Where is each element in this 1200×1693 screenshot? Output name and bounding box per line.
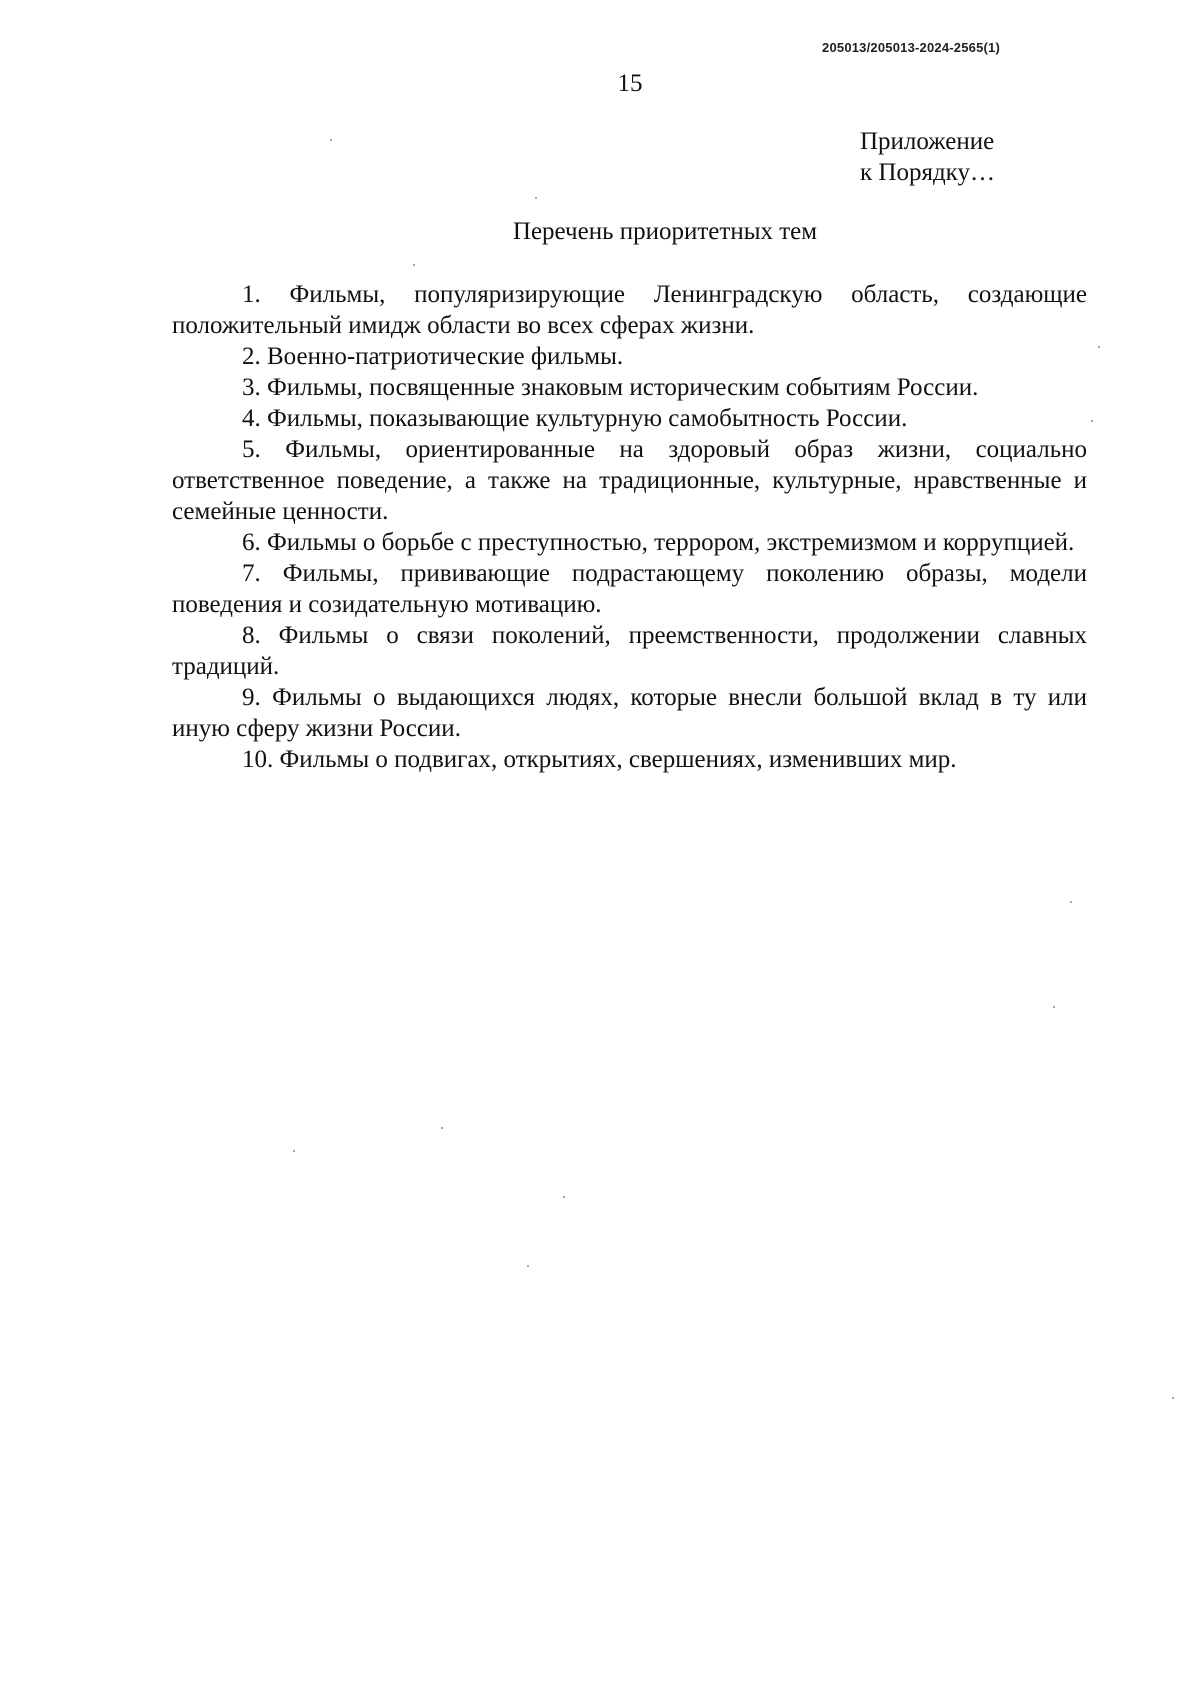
- scan-speck: [1070, 901, 1072, 903]
- scan-speck: [1053, 1006, 1055, 1008]
- list-item: 4. Фильмы, показывающие культурную самобытность России.: [242, 405, 908, 432]
- list-item: 6. Фильмы о борьбе с преступностью, террором, экстремизмом и коррупцией.: [242, 529, 1075, 556]
- scan-speck: [527, 1265, 529, 1267]
- scan-speck: [1091, 420, 1093, 422]
- appendix-line-2: к Порядку…: [860, 159, 995, 186]
- scan-speck: [441, 1127, 443, 1129]
- document-id: 205013/205013-2024-2565(1): [822, 40, 1000, 55]
- scan-speck: [1098, 346, 1100, 348]
- list-item: 5. Фильмы, ориентированные на здоровый образ жизни, социально ответственное поведение, а также на традиционные, культурные, нравственные и семейные ценности.: [172, 436, 1087, 525]
- list-item: 2. Военно-патриотические фильмы.: [242, 343, 624, 370]
- page-number: 15: [617, 70, 643, 97]
- scan-speck: [563, 1196, 565, 1198]
- list-item: 8. Фильмы о связи поколений, преемственности, продолжении славных традиций.: [172, 622, 1087, 680]
- list-item: 3. Фильмы, посвященные знаковым историческим событиям России.: [242, 374, 979, 401]
- scan-speck: [535, 197, 537, 199]
- list-title: Перечень приоритетных тем: [512, 218, 818, 245]
- scan-speck: [413, 264, 415, 266]
- list-item: 7. Фильмы, прививающие подрастающему поколению образы, модели поведения и созидательную мотивацию.: [172, 560, 1087, 618]
- scan-speck: [330, 139, 332, 141]
- list-item: 1. Фильмы, популяризирующие Ленинградскую область, создающие положительный имидж области во всех сферах жизни.: [172, 281, 1087, 339]
- appendix-label: [860, 126, 995, 188]
- appendix-line-1: Приложение: [860, 128, 995, 155]
- list-item: 10. Фильмы о подвигах, открытиях, свершениях, изменивших мир.: [242, 746, 957, 773]
- priority-topics-list: [172, 279, 1087, 775]
- list-item: 9. Фильмы о выдающихся людях, которые внесли большой вклад в ту или иную сферу жизни России.: [172, 684, 1087, 742]
- scan-speck: [1172, 1397, 1174, 1399]
- scan-speck: [293, 1150, 295, 1152]
